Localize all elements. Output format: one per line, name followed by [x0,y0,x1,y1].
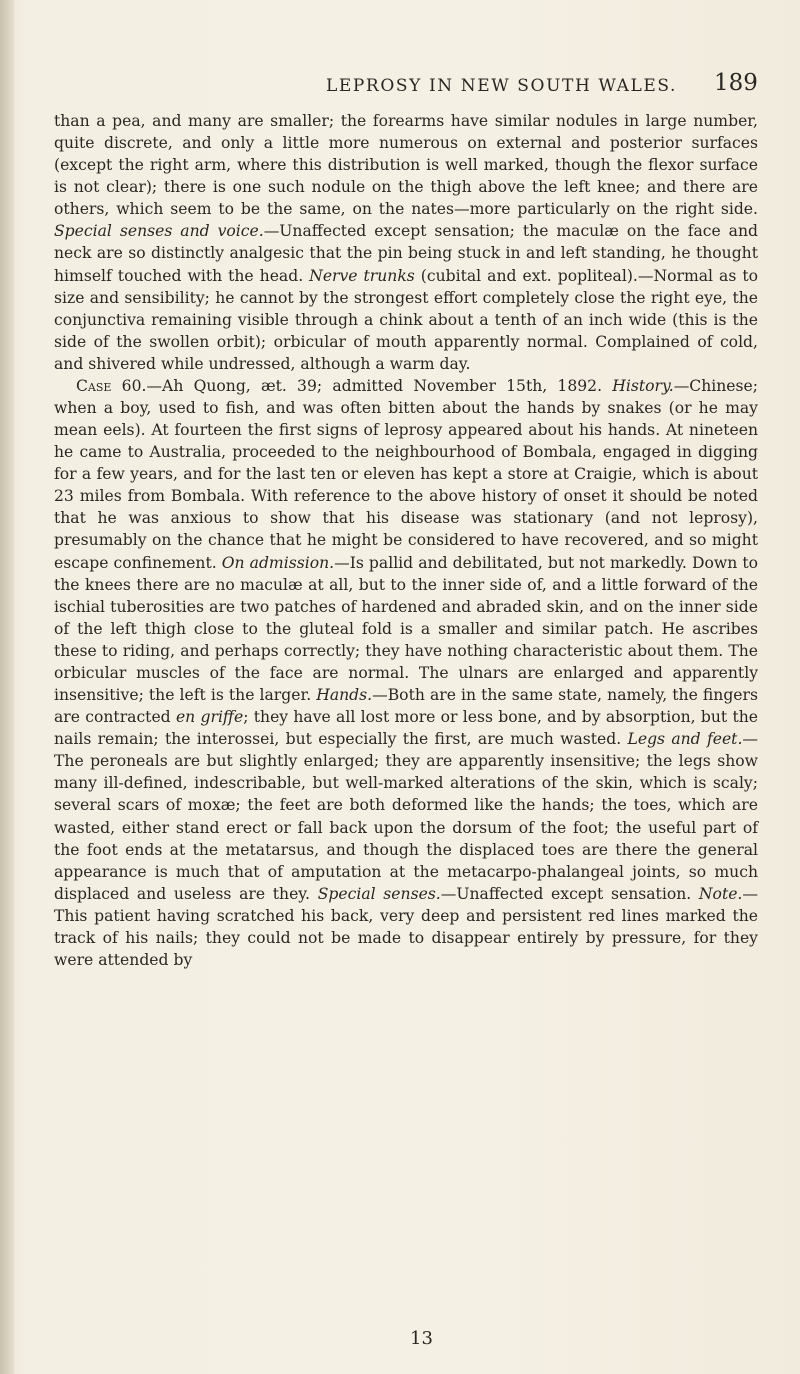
case-label: Case [76,376,112,395]
italic-heading-note: Note. [698,884,743,903]
page-spine-shadow [0,0,14,1374]
italic-term-en-griffe: en griffe [175,708,244,727]
text-run: —Chinese; when a boy, used to fish, and was often bitten about the hands by snakes (or he may mean eels). At fourteen the first signs of leprosy appeared about his hands. At nineteen he came to Australia, proceeded to the neighbourhood of Bombala, engaged in digging for a few years, and for the last ten or eleven has kept a store at Craigie, which is about 23 miles from Bombala. With reference to the above history of onset it should be noted that he was anxious to show that his disease was stationary (and not leprosy), presumably on the chance that he might be considered to have recovered, and so might escape confinement. [54,376,758,572]
italic-heading-special-senses: Special senses and voice. [54,222,264,241]
text-run: —This patient having scratched his back, very deep and persistent red lines marked the track of his nails; they could not be made to disappear entirely by pressure, for they were attended by [54,884,758,969]
italic-heading-on-admission: On admission. [221,553,335,572]
text-run: (cubital and ext. popliteal).—Normal as to size and sensibility; he cannot by the strongest effort completely close the right eye, the conjunctiva remaining visible through a chink about a tenth of an inch wide (this is the side of the swollen orbit); orbicular of mouth apparently normal. Complained of cold, and shivered while undressed, although a warm day. [54,266,758,373]
italic-heading-nerve-trunks: Nerve trunks [309,266,415,285]
page-number: 189 [714,70,758,96]
text-run: —The peroneals are but slightly enlarged; they are apparently insensitive; the legs show many ill-defined, indescribable, but well-marked alterations of the skin, which is scaly; several scars of moxæ; the feet are both deformed like the hands; the toes, which are wasted, either stand erect or fall back upon the dorsum of the foot; the useful part of the foot ends at the metatarsus, and though the displaced toes are there the general appearance is much that of amputation at the metacarpo-phalangeal joints, so much displaced and useless are they. [54,730,759,903]
text-run: 60.—Ah Quong, æt. 39; admitted November 15th, 1892. [111,376,613,395]
text-run: —Both are in the same state, namely, the fingers are contracted [54,686,758,727]
signature-mark: 13 [410,1328,433,1349]
text-run: than a pea, and many are smaller; the forearms have similar nodules in large number, quite discrete, and only a little more numerous on external and posterior surfaces (except the right arm, where this distribution is well marked, though the flexor surface is not clear); there is one such nodule on the thigh above the left knee; and there are others, which seem to be the same, on the nates—more particularly on the right side. [54,112,758,219]
italic-heading-history: History. [612,376,674,395]
italic-heading-legs-and-feet: Legs and feet. [627,730,743,749]
text-run: —Is pallid and debilitated, but not markedly. Down to the knees there are no maculæ at all, but to the inner side of, and a little forward of the ischial tuberosities are two patches of hardened and abraded skin, and on the inner side of the left thigh close to the gluteal fold is a smaller and similar patch. He ascribes these to riding, and perhaps correctly; they have nothing characteristic about them. The orbicular muscles of the face are normal. The ulnars are enlarged and apparently insensitive; the left is the larger. [54,553,758,705]
text-run: —Unaffected except sensation. [440,884,699,903]
italic-heading-special-senses-2: Special senses. [317,884,441,903]
paragraph-case-59-continued [54,110,758,375]
paragraph-case-60 [54,375,758,971]
body-text [54,110,758,971]
running-head-title: LEPROSY IN NEW SOUTH WALES. [326,76,678,96]
text-run: —Unaffected except sensation; the maculæ on the face and neck are so distinctly analgesic that the pin being stuck in and left standing, he thought himself touched with the head. [54,222,758,285]
text-run: ; they have all lost more or less bone, and by absorption, but the nails remain; the interossei, but especially the first, are much wasted. [54,708,759,749]
italic-heading-hands: Hands. [316,686,373,705]
